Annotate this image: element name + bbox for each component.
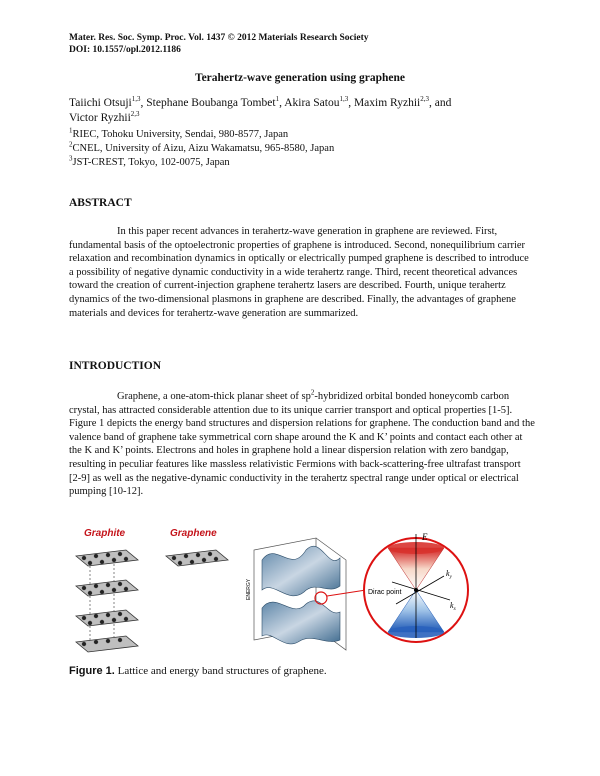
author-list: Taiichi Otsuji$^{1,3}$, Stephane Boubanga Tombet$^1$, Akira Satou$^{1,3}$, Maxim Ryzhii$^{2,3}$, and Victor Ryzhii$^{2,3}$	[69, 95, 452, 124]
abstract-text: In this paper recent advances in terahertz-wave generation in graphene are reviewed. First, fundamental basis of the optoelectronic properties of graphene is introduced. Second, nonequilibrium carrier relaxation and recombination dynamics in optically or electrically pumped graphene is described to introduce a possibility of negative dynamic conductivity in a wide terahertz range. Third, recent theoretical advances toward the creation of current-injection graphene terahertz lasers are described. Fourth, unique terahertz dynamics of the two-dimensional plasmons in graphene are described. Finally, the advantages of graphene materials and devices for terahertz-wave generation are summarized.	[69, 226, 529, 319]
band-structure-plot	[246, 538, 346, 650]
energy-axis-label: ENERGY	[246, 578, 252, 600]
kx-label: $k_x$	[450, 601, 456, 612]
graphite-lattice-icon	[76, 550, 138, 652]
affiliation: $^1$RIEC, Tohoku University, Sendai, 980-8577, Japan	[69, 126, 289, 140]
energy-symbol: E	[422, 532, 428, 542]
dirac-cone-diagram	[364, 532, 468, 642]
journal-citation: Mater. Res. Soc. Symp. Proc. Vol. 1437 © 2012 Materials Research Society	[69, 33, 369, 43]
paper-title: Terahertz-wave generation using graphene	[194, 72, 406, 84]
ky-label: $k_y$	[446, 569, 452, 580]
author: Victor Ryzhii	[69, 112, 131, 124]
graphene-lattice-icon	[166, 550, 228, 566]
affiliation: $^3$JST-CREST, Tokyo, 102-0075, Japan	[69, 154, 230, 168]
journal-doi: DOI: 10.1557/opl.2012.1186	[69, 45, 181, 55]
graphene-label: Graphene	[170, 528, 217, 539]
affiliation: $^2$CNEL, University of Aizu, Aizu Wakamatsu, 965-8580, Japan	[69, 140, 335, 154]
figure-1	[66, 520, 546, 660]
author: Taiichi Otsuji	[69, 97, 132, 109]
introduction-text: Graphene, a one-atom-thick planar sheet of $sp^2$-hybridized orbital bonded honeycomb carbon crystal, has attracted considerable attention due to its unique carrier transport and optical properties [1-5]. Figure 1 depicts the energy band structures and dispersion relations for graphene. The conduction band and the valence band of graphene take symmetrical corn shape around the K and K’ points and contact each other at the K and K’ points. Electrons and holes in graphene hold a linear dispersion relation with zero bandgap, resulting in peculiar features like massless relativistic Fermions with back-scattering-free ultrafast transport [2-9] as well as the negative-dynamic conductivity in the terahertz spectral range under optical or electrical pumping [10-12].	[69, 388, 535, 498]
abstract-heading: ABSTRACT	[69, 197, 132, 209]
journal-header	[69, 32, 369, 56]
figure-caption: Figure 1. Lattice and energy band structures of graphene.	[69, 665, 327, 677]
author: Maxim Ryzhii	[353, 97, 421, 109]
graphite-label: Graphite	[84, 528, 126, 539]
dirac-point-label: Dirac point	[368, 589, 402, 596]
introduction-heading: INTRODUCTION	[69, 360, 162, 372]
author: Stephane Boubanga Tombet	[146, 97, 276, 109]
author: Akira Satou	[284, 97, 340, 109]
